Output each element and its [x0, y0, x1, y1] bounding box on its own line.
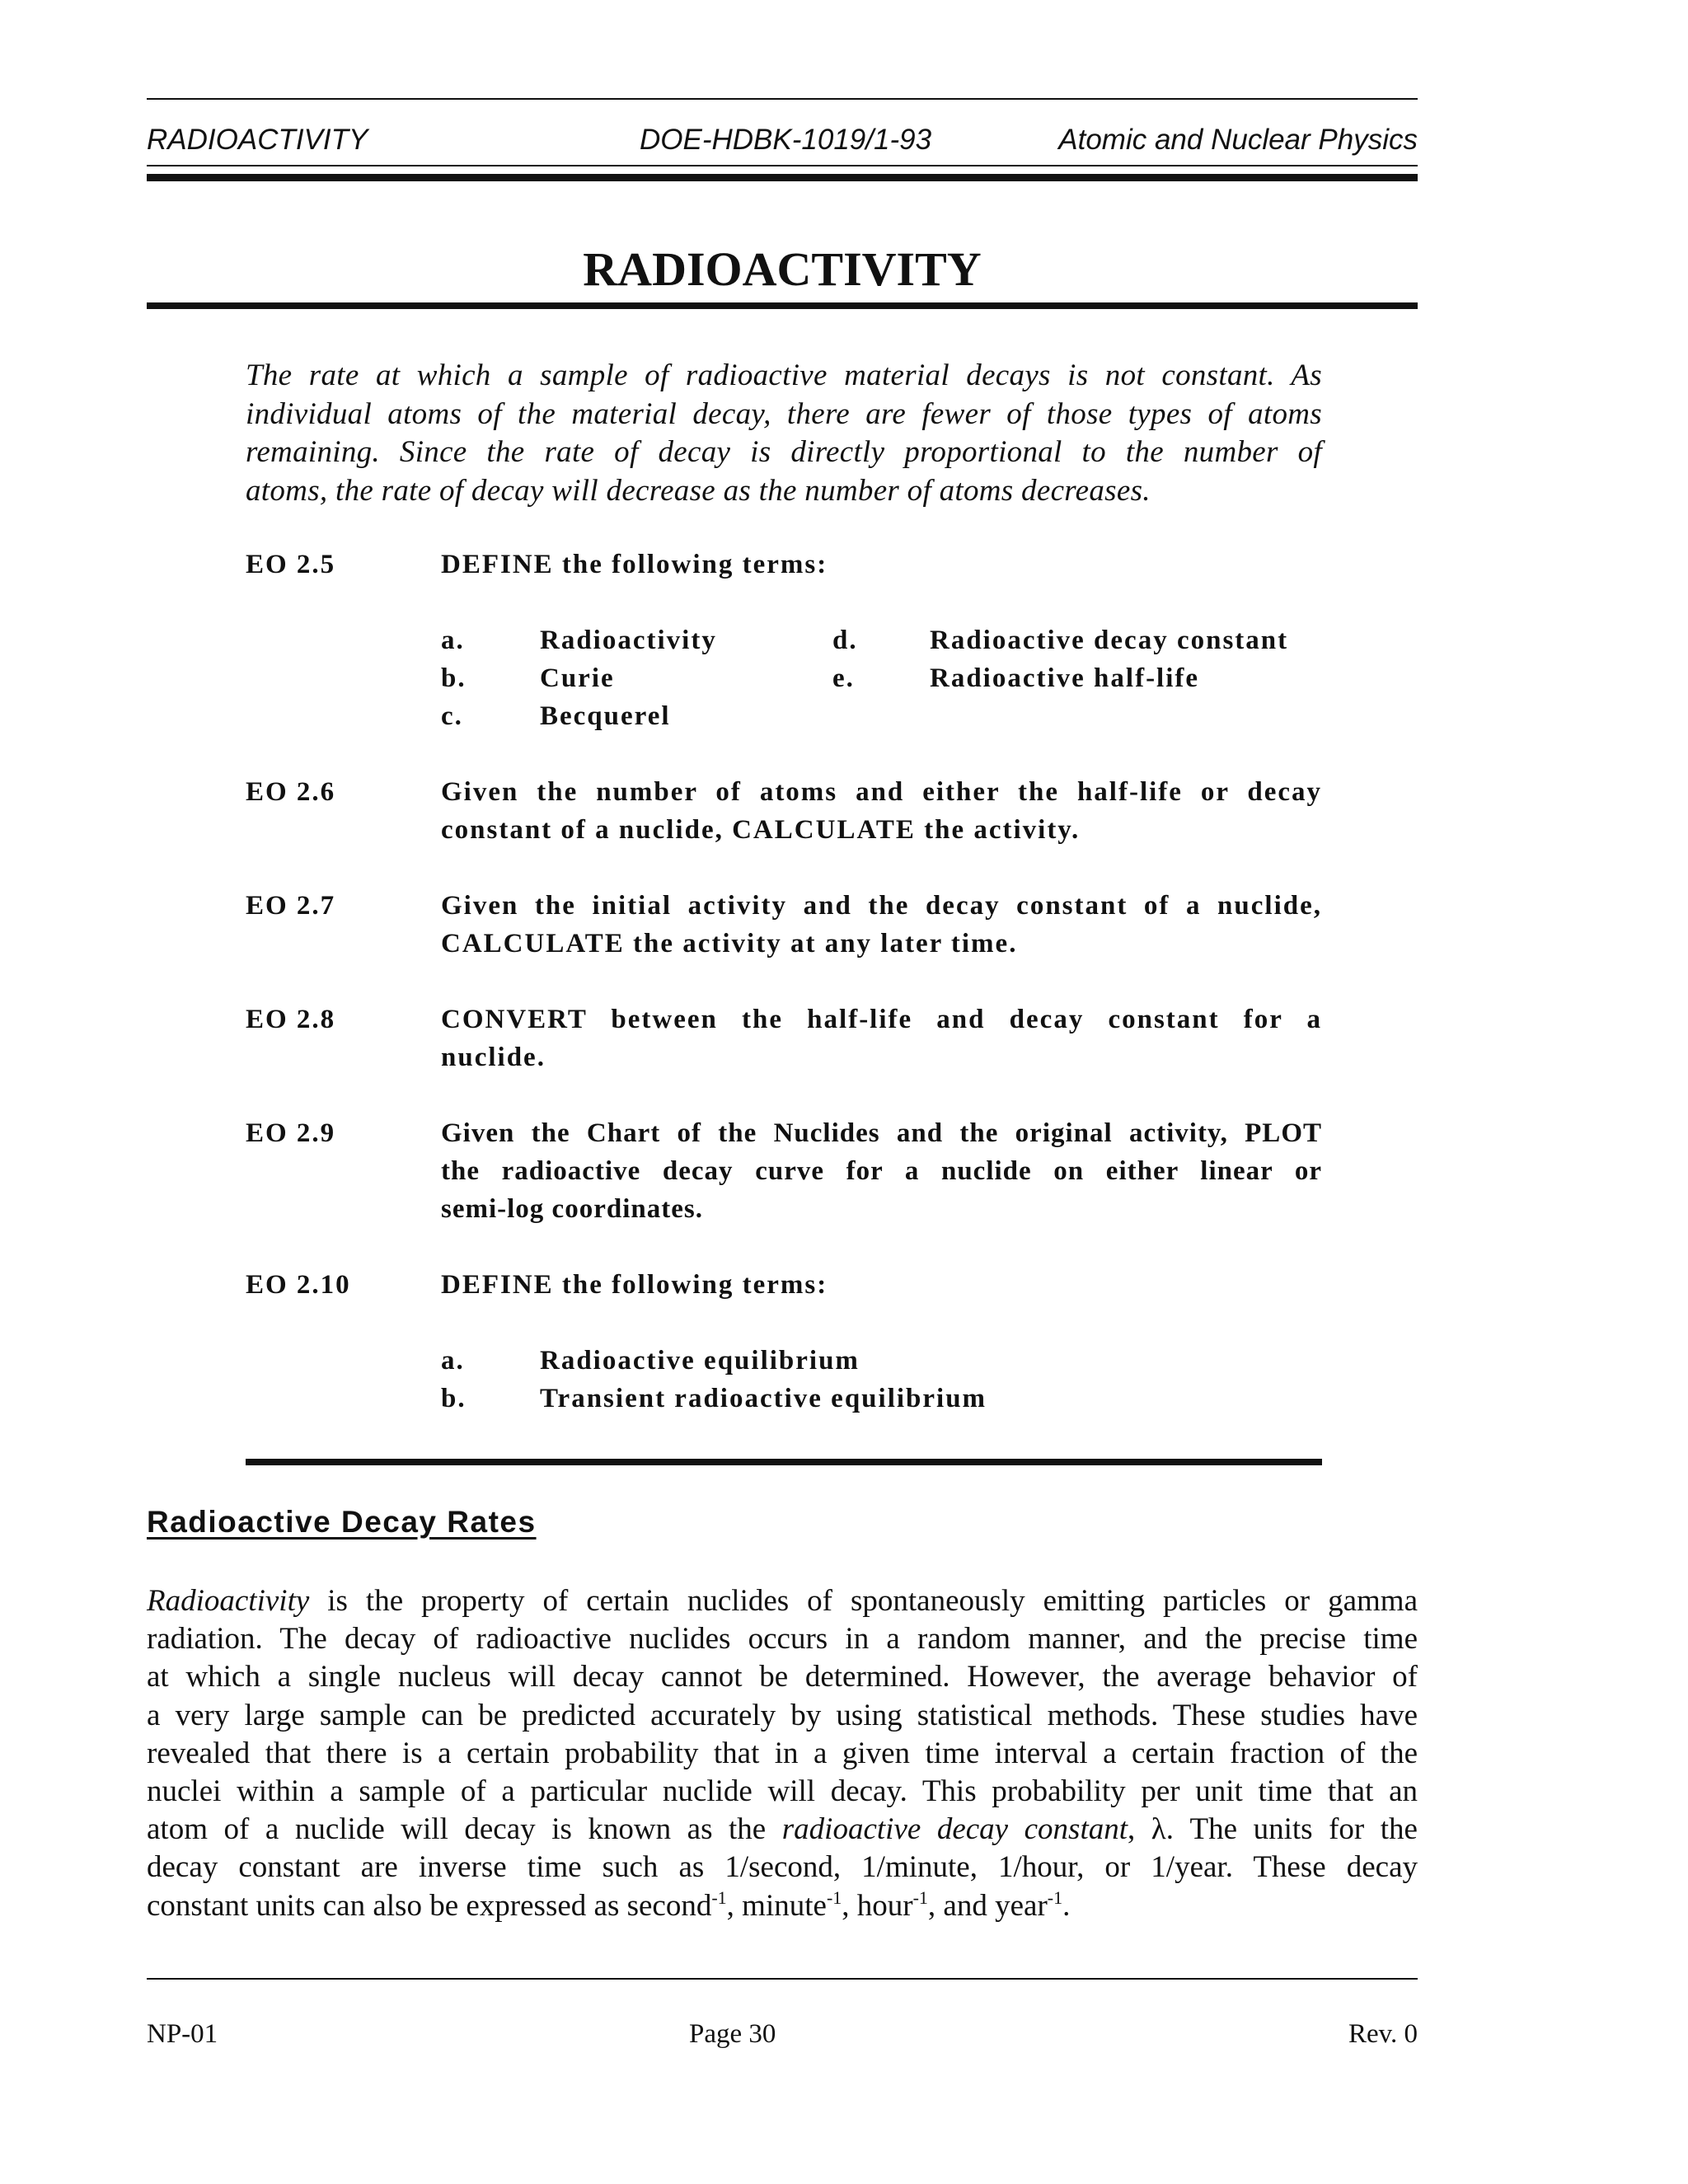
body-text: .: [1062, 1888, 1071, 1923]
footer-right: Rev. 0: [1348, 2019, 1418, 2049]
body-text: , hour: [842, 1888, 913, 1923]
body-text: , λ. The units for the: [1128, 1812, 1418, 1847]
eo-text: DEFINE the following terms:: [441, 550, 828, 579]
body-line: [147, 1887, 1418, 1925]
eo-text: DEFINE the following terms:: [441, 1270, 828, 1300]
body-line: at which a single nucleus will decay cannot be determined. However, the average behavior of: [147, 1660, 1418, 1694]
footer-center: Page 30: [689, 2019, 776, 2049]
title-underline: [147, 302, 1418, 309]
intro-paragraph: [246, 357, 1322, 510]
eo-line: semi-log coordinates.: [441, 1194, 703, 1224]
term: Radioactive decay constant: [930, 626, 1289, 655]
intro-line: The rate at which a sample of radioactive material decays is not constant. As: [246, 359, 1322, 392]
eo-line: nuclide.: [441, 1043, 546, 1072]
term-letter: d.: [832, 626, 858, 655]
body-text: , minute: [726, 1888, 827, 1923]
eo-text: [441, 1001, 1322, 1076]
eo-line: Given the Chart of the Nuclides and the original activity, PLOT: [441, 1118, 1322, 1148]
eo-line: Given the initial activity and the decay constant of a nuclide,: [441, 891, 1322, 921]
body-paragraph: [147, 1582, 1418, 1925]
footer-rule: [147, 1978, 1418, 1980]
term-letter: a.: [441, 1346, 465, 1376]
eo-code: EO 2.6: [246, 777, 336, 807]
superscript: -1: [912, 1886, 928, 1908]
term-letter: c.: [441, 701, 463, 731]
footer-left: NP-01: [147, 2019, 218, 2049]
superscript: -1: [1047, 1886, 1063, 1908]
eo-line: constant of a nuclide, CALCULATE the activity.: [441, 815, 1081, 845]
page-title: RADIOACTIVITY: [583, 242, 982, 296]
eo-text: [441, 773, 1322, 849]
eo-code: EO 2.9: [246, 1118, 336, 1148]
eo-code: EO 2.8: [246, 1005, 336, 1034]
header-center: DOE-HDBK-1019/1-93: [640, 124, 932, 156]
term-letter: b.: [441, 1384, 467, 1413]
term-emphasis: Radioactivity: [147, 1584, 310, 1618]
body-text: , and year: [927, 1888, 1048, 1923]
header-top-rule: [147, 98, 1418, 100]
eo-text: [441, 887, 1322, 963]
header-right: Atomic and Nuclear Physics: [1058, 124, 1418, 156]
term: Radioactive equilibrium: [540, 1346, 860, 1376]
body-line: radiation. The decay of radioactive nuclides occurs in a random manner, and the precise time: [147, 1622, 1418, 1657]
intro-line: atoms, the rate of decay will decrease as the number of atoms decreases.: [246, 473, 1151, 508]
objectives-end-rule: [246, 1459, 1322, 1465]
term: Radioactivity: [540, 626, 717, 655]
eo-code: EO 2.10: [246, 1270, 351, 1300]
eo-line: CONVERT between the half-life and decay constant for a: [441, 1005, 1322, 1034]
body-line: decay constant are inverse time such as 1/second, 1/minute, 1/hour, or 1/year. These decay: [147, 1850, 1418, 1885]
term: Curie: [540, 663, 615, 693]
body-line: [147, 1582, 1418, 1620]
term-letter: a.: [441, 626, 465, 655]
term-letter: b.: [441, 663, 467, 693]
body-text: atom of a nuclide will decay is known as the: [147, 1812, 782, 1847]
superscript: -1: [711, 1886, 727, 1908]
eo-code: EO 2.7: [246, 891, 336, 921]
term: Becquerel: [540, 701, 671, 731]
section-title: Radioactive Decay Rates: [147, 1505, 537, 1539]
intro-line: remaining. Since the rate of decay is directly proportional to the number of: [246, 435, 1322, 469]
header-bottom-rule-thin: [147, 165, 1418, 166]
eo-code: EO 2.5: [246, 550, 336, 579]
body-line: revealed that there is a certain probability that in a given time interval a certain fraction of the: [147, 1736, 1418, 1770]
body-text: constant units can also be expressed as second: [147, 1888, 712, 1923]
term-letter: e.: [832, 663, 855, 693]
body-text: is the property of certain nuclides of spontaneously emitting particles or gamma: [309, 1584, 1418, 1618]
term: Transient radioactive equilibrium: [540, 1384, 987, 1413]
body-line: [147, 1811, 1418, 1849]
eo-line: the radioactive decay curve for a nuclide on either linear or: [441, 1156, 1322, 1186]
eo-line: CALCULATE the activity at any later time.: [441, 929, 1018, 958]
eo-line: Given the number of atoms and either the half-life or decay: [441, 777, 1322, 807]
eo-text: [441, 1114, 1322, 1228]
term-emphasis: radioactive decay constant: [781, 1812, 1128, 1847]
body-line: a very large sample can be predicted accurately by using statistical methods. These studies have: [147, 1698, 1418, 1732]
header-left: RADIOACTIVITY: [147, 124, 368, 156]
superscript: -1: [826, 1886, 842, 1908]
body-line: nuclei within a sample of a particular nuclide will decay. This probability per unit time that an: [147, 1774, 1418, 1809]
header-bottom-rule-thick: [147, 174, 1418, 181]
term: Radioactive half-life: [930, 663, 1200, 693]
intro-line: individual atoms of the material decay, there are fewer of those types of atoms: [246, 396, 1322, 431]
